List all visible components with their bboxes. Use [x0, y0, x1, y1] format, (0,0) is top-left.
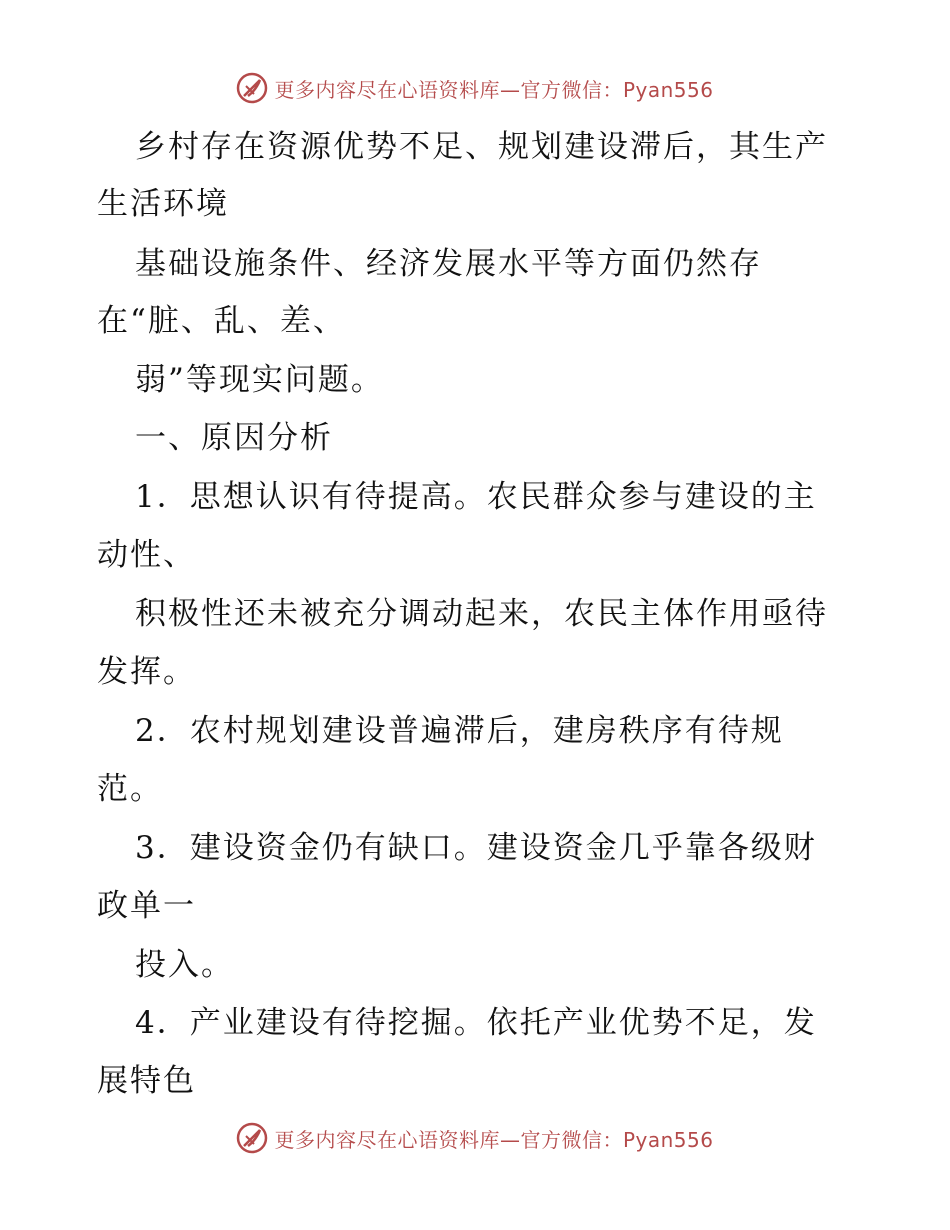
banner-text: 更多内容尽在心语资料库—官方微信：Pyan556 [274, 77, 714, 102]
header-banner [0, 72, 950, 104]
banner-text: 更多内容尽在心语资料库—官方微信：Pyan556 [274, 1127, 714, 1152]
text-line: 政单一 [97, 888, 196, 924]
text-line: 弱”等现实问题。 [135, 362, 384, 398]
text-line: 动性、 [97, 537, 196, 573]
text-line: 投入。 [135, 947, 234, 983]
section-heading: 一、原因分析 [135, 420, 333, 456]
text-line: 积极性还未被充分调动起来，农民主体作用亟待 [135, 596, 828, 632]
feather-logo-icon [236, 1122, 268, 1154]
text-line: 1．思想认识有待提高。农民群众参与建设的主 [135, 479, 817, 515]
text-line: 在“脏、乱、差、 [97, 303, 346, 339]
text-line: 范。 [97, 771, 163, 807]
text-line: 乡村存在资源优势不足、规划建设滞后，其生产 [135, 129, 828, 165]
feather-logo-icon [236, 72, 268, 104]
text-line: 发挥。 [97, 654, 196, 690]
text-line: 3．建设资金仍有缺口。建设资金几乎靠各级财 [135, 830, 817, 866]
text-line: 生活环境 [97, 186, 229, 222]
footer-banner [0, 1122, 950, 1154]
text-line: 展特色 [97, 1063, 196, 1099]
text-line: 基础设施条件、经济发展水平等方面仍然存 [135, 246, 762, 282]
text-line: 2．农村规划建设普遍滞后，建房秩序有待规 [135, 713, 784, 749]
text-line: 4．产业建设有待挖掘。依托产业优势不足，发 [135, 1005, 817, 1041]
